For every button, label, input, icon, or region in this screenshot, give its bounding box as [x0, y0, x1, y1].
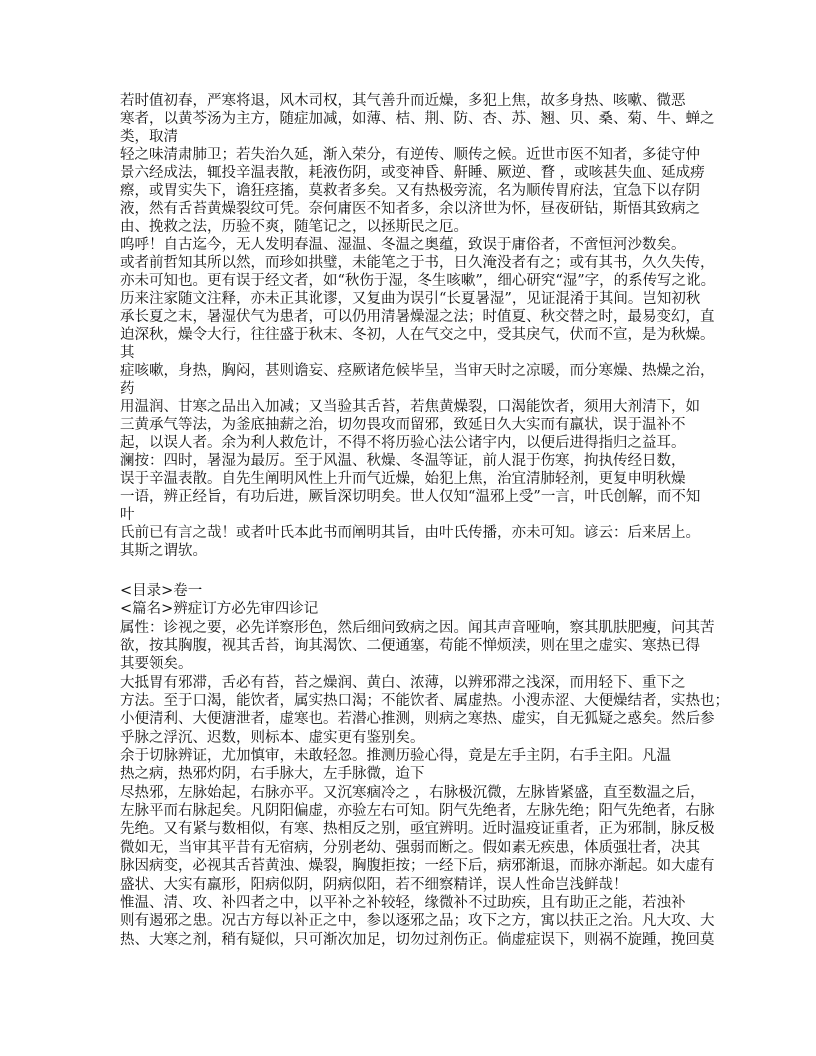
text-line: 三黄承气等法，为釜底抽薪之治，切勿畏攻而留邪，致延日久大实而有羸状，误于温补不 [120, 417, 686, 433]
text-line: 余于切脉辨证，尤加慎审，未敢轻忽。推测历验心得，竟是左手主阴，右手主阳。凡温 [120, 748, 671, 765]
text-line: 方法。至于口渴，能饮者，属实热口渴；不能饮者、属虚热。小溲赤涩、大便燥结者，实热也； [120, 693, 729, 710]
text-line: 小便清利、大便溏泄者，虚寒也。若潜心推测，则病之寒热、虚实，自无狐疑之惑矣。然后参 [120, 711, 715, 728]
text-line: 药 [120, 381, 135, 397]
text-line: 瘵，或胃实失下，谵狂痉搐，莫救者多矣。又有热极旁流，名为顺传胃府法，宜急下以存阴 [120, 183, 700, 199]
text-line: <目录>卷一 [120, 583, 203, 599]
text-line: 其斯之谓欤。 [120, 543, 207, 559]
text-line: 盛状、大实有羸形，阳病似阴，阴病似阳，若不细察精详，误人性命岂浅鲜哉！ [120, 876, 628, 893]
text-line: 景六经成法，辄投辛温表散，耗液伤阴，或变神昏、鼾睡、厥逆、瞀 ，或咳甚失血、延成痨 [120, 165, 705, 181]
text-line: 热之病，热邪灼阴，右手脉大，左手脉微，迨下 [120, 766, 425, 783]
text-line: 脉因病变，必视其舌苔黄浊、燥裂，胸腹拒按；一经下后，病邪渐退，而脉亦渐起。如大虚有 [120, 858, 715, 875]
text-line: 微如无，当审其平昔有无宿病，分别老幼、强弱而断之。假如素无疾患，体质强壮者，决其 [120, 839, 700, 856]
text-line: 起，以误人者。余为利人救危计，不得不将历验心法公诸宇内，以便后进得指归之益耳。 [120, 435, 686, 451]
text-line: 属性：诊视之要，必先详察形色，然后细问致病之因。闻其声音哑响，察其肌肤肥瘦，问其苦 [120, 619, 715, 636]
text-line: 热、大寒之剂，稍有疑似，只可渐次加足，切勿过剂伤正。倘虚症误下，则祸不旋踵，挽回莫 [120, 931, 715, 948]
text-line: 呜呼！自古迄今，无人发明春温、湿温、冬温之奥蕴，致误于庸俗者，不啻恒河沙数矣。 [120, 237, 686, 253]
text-line: 氏前已有言之哉！或者叶氏本此书而阐明其旨，由叶氏传播，亦未可知。谚云：后来居上。 [120, 525, 700, 541]
text-line: 历来注家随文注释，亦未正其讹谬，又复曲为误引“长夏暑湿”，见证混淆于其间。岂知初秋 [120, 291, 701, 307]
text-line: 大抵胃有邪滞，舌必有苔，苔之燥润、黄白、浓薄，以辨邪滞之浅深，而用轻下、重下之 [120, 674, 686, 691]
text-line: 乎脉之浮沉、迟数，则标本、虚实更有鉴别矣。 [120, 729, 425, 746]
text-line: 由、挽救之法，历验不爽，随笔记之，以拯斯民之厄。 [120, 219, 468, 235]
text-line: 寒者，以黄芩汤为主方，随症加减，如薄、桔、荆、防、杏、苏、翘、贝、桑、菊、牛、蝉之 [120, 111, 715, 127]
text-line: 澜按：四时，暑湿为最厉。至于风温、秋燥、冬温等证，前人混于伤寒，拘执传经日数， [120, 453, 686, 469]
preface-section [120, 92, 720, 560]
text-line: 一语，辨正经旨，有功后进，厥旨深切明矣。世人仅知“温邪上受”一言，叶氏创解，而不知 [120, 489, 701, 505]
text-line: 其要领矣。 [120, 656, 193, 673]
chapter-section [120, 582, 729, 949]
text-line: 先绝。又有紧与数相似，有寒、热相反之别，亟宜辨明。近时温疫证重者，正为邪制，脉反极 [120, 821, 715, 838]
text-line: 迫深秋，燥令大行，往往盛于秋末、冬初，人在气交之中，受其戾气，伏而不宣，是为秋燥。 [120, 327, 715, 343]
text-line: 症咳嗽，身热，胸闷，甚则谵妄、痉厥诸危候毕呈，当审天时之凉暖，而分寒燥、热燥之治， [120, 363, 715, 379]
text-line: <篇名>辨症订方必先审四诊记 [120, 601, 319, 618]
text-line: 叶 [120, 507, 135, 523]
text-line: 误于辛温表散。自先生阐明风性上升而气近燥，始犯上焦，治宜清肺轻剂，更复申明秋燥 [120, 471, 686, 487]
text-line: 若时值初春，严寒将退，风木司权，其气善升而近燥，多犯上焦，故多身热、咳嗽、微恶 [120, 93, 686, 109]
text-line: 惟温、清、攻、补四者之中，以平补之补较轻，缘微补不过助疾，且有助正之能，若浊补 [120, 894, 686, 911]
text-line: 亦未可知也。更有误于经文者，如“秋伤于湿，冬生咳嗽”，细心研究“湿”字，的系传写之讹。 [120, 273, 716, 289]
text-line: 承长夏之末，暑湿伏气为患者，可以仍用清暑燥湿之法；时值夏、秋交替之时，最易变幻，直 [120, 309, 715, 325]
text-line: 左脉平而右脉起矣。凡阴阳偏虚，亦验左右可知。阴气先绝者，左脉先绝；阳气先绝者，右脉 [120, 803, 715, 820]
text-line: 欲，按其胸腹，视其舌苔，询其渴饮、二便通塞，苟能不惮烦渎，则在里之虚实、寒热已得 [120, 638, 700, 655]
text-line: 则有遏邪之患。况古方每以补正之中，参以逐邪之品；攻下之方，寓以扶正之治。凡大攻、大 [120, 913, 715, 930]
text-line: 其 [120, 345, 135, 361]
text-line: 尽热邪，左脉始起，右脉亦平。又沉寒痼冷之 ，右脉极沉微，左脉皆紧盛，直至数温之后， [120, 784, 705, 801]
text-line: 或者前哲知其所以然，而珍如拱璧，未能笔之于书，日久淹没者有之；或有其书，久久失传， [120, 255, 715, 271]
text-line: 轻之味清肃肺卫；若失治久延，渐入荣分，有逆传、顺传之候。近世市医不知者，多徒守仲 [120, 147, 700, 163]
text-line: 用温润、甘寒之品出入加减；又当验其舌苔，若焦黄燥裂，口渴能饮者，须用大剂清下，如 [120, 399, 700, 415]
text-line: 液，然有舌苔黄燥裂纹可凭。奈何庸医不知者多，余以济世为怀，昼夜研钻，斯悟其致病之 [120, 201, 700, 217]
text-line: 类，取清 [120, 129, 178, 145]
